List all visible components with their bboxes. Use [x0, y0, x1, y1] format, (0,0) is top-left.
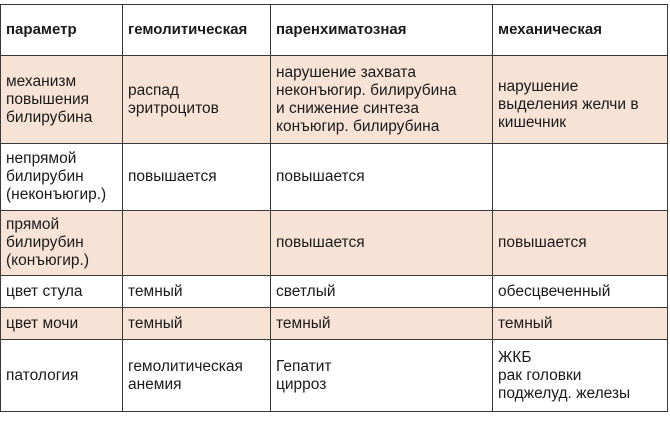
cell-parenchymal: нарушение захвата неконъюгир. билирубина и снижение синтеза конъюгир. билирубина — [271, 56, 493, 144]
table-row-indirect-bilirubin — [1, 144, 668, 211]
cell-mechanical: нарушение выделения желчи в кишечник — [493, 56, 668, 144]
cell-mechanical: темный — [493, 308, 668, 340]
cell-mechanical: обесцвеченный — [493, 276, 668, 308]
table-row-pathology — [1, 340, 668, 412]
cell-parenchymal: повышается — [271, 211, 493, 276]
cell-parenchymal: повышается — [271, 144, 493, 211]
cell-parenchymal: Гепатит цирроз — [271, 340, 493, 412]
cell-param: патология — [1, 340, 123, 412]
jaundice-comparison-table — [0, 4, 668, 412]
table-header-row — [1, 5, 668, 56]
cell-hemolytic: гемолитическая анемия — [123, 340, 271, 412]
cell-param: непрямой билирубин (неконъюгир.) — [1, 144, 123, 211]
jaundice-comparison-table-wrapper — [0, 4, 670, 412]
cell-param: цвет мочи — [1, 308, 123, 340]
table-row-direct-bilirubin — [1, 211, 668, 276]
cell-mechanical — [493, 144, 668, 211]
cell-hemolytic: темный — [123, 276, 271, 308]
header-hemolytic: гемолитическая — [123, 5, 271, 56]
cell-parenchymal: темный — [271, 308, 493, 340]
cell-mechanical: повышается — [493, 211, 668, 276]
header-parenchymal: паренхиматозная — [271, 5, 493, 56]
cell-parenchymal: светлый — [271, 276, 493, 308]
header-mechanical: механическая — [493, 5, 668, 56]
table-row-urine-color — [1, 308, 668, 340]
cell-hemolytic: повышается — [123, 144, 271, 211]
cell-param: механизм повышения билирубина — [1, 56, 123, 144]
cell-hemolytic: темный — [123, 308, 271, 340]
cell-param: прямой билирубин (конъюгир.) — [1, 211, 123, 276]
header-parameter: параметр — [1, 5, 123, 56]
table-row-mechanism — [1, 56, 668, 144]
cell-param: цвет стула — [1, 276, 123, 308]
cell-mechanical: ЖКБ рак головки поджелуд. железы — [493, 340, 668, 412]
cell-hemolytic — [123, 211, 271, 276]
table-row-stool-color — [1, 276, 668, 308]
cell-hemolytic: распад эритроцитов — [123, 56, 271, 144]
